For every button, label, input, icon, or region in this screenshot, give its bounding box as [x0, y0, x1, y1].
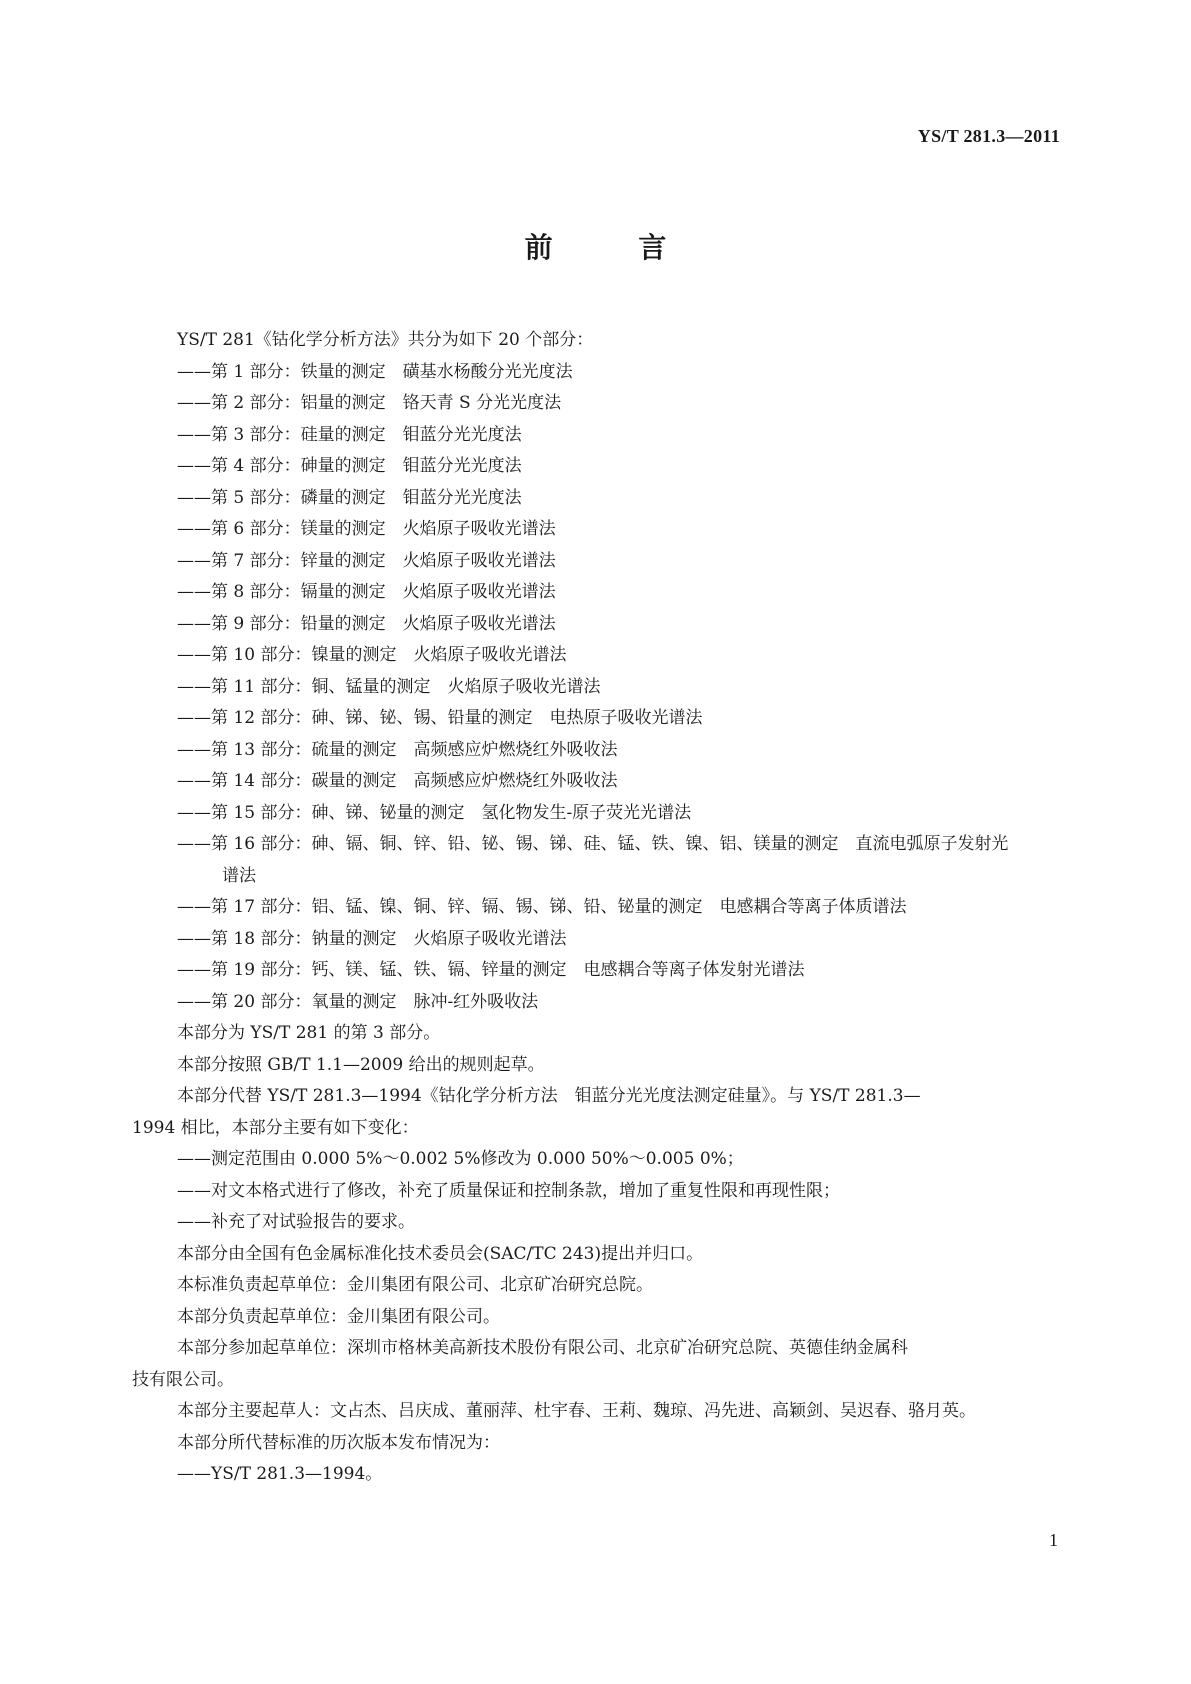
part-item-16-line1: ——第 16 部分：砷、镉、铜、锌、铅、铋、锡、锑、硅、锰、铁、镍、铝、镁量的测定 直流电弧原子发射光	[177, 834, 1009, 854]
part-item: ——第 4 部分：砷量的测定 钼蓝分光光度法	[177, 456, 522, 476]
participating-line2: 技有限公司。	[132, 1369, 234, 1390]
change-item: ——补充了对试验报告的要求。	[177, 1212, 415, 1232]
part-item: ——第 20 部分：氧量的测定 脉冲-红外吸收法	[177, 991, 539, 1012]
replace-paragraph-line1: 本部分代替 YS/T 281.3—1994《钴化学分析方法 钼蓝分光光度法测定硅量》。与 YS/T 281.3—	[177, 1086, 921, 1106]
intro-paragraph: YS/T 281《钴化学分析方法》共分为如下 20 个部分：	[177, 330, 594, 350]
part-item: ——第 1 部分：铁量的测定 磺基水杨酸分光光度法	[177, 361, 573, 382]
history-intro: 本部分所代替标准的历次版本发布情况为：	[177, 1432, 500, 1453]
part-item: ——第 2 部分：铝量的测定 铬天青 S 分光光度法	[177, 393, 562, 413]
standard-number: YS/T 281.3—2011	[917, 126, 1060, 146]
part-item: ——第 18 部分：钠量的测定 火焰原子吸收光谱法	[177, 928, 567, 949]
part-item: ——第 11 部分：铜、锰量的测定 火焰原子吸收光谱法	[177, 676, 601, 697]
part-item: ——第 17 部分：铝、锰、镍、铜、锌、镉、锡、锑、铅、铋量的测定 电感耦合等离子体质谱法	[177, 897, 907, 917]
part-drafting-unit: 本部分负责起草单位：金川集团有限公司。	[177, 1306, 500, 1327]
history-item: ——YS/T 281.3—1994。	[177, 1464, 383, 1484]
part-item: ——第 19 部分：钙、镁、锰、铁、镉、锌量的测定 电感耦合等离子体发射光谱法	[177, 960, 805, 980]
proposed-paragraph: 本部分由全国有色金属标准化技术委员会(SAC/TC 243)提出并归口。	[177, 1243, 704, 1264]
page-number: 1	[1049, 1530, 1058, 1550]
part-item: ——第 6 部分：镁量的测定 火焰原子吸收光谱法	[177, 519, 556, 539]
part-item: ——第 10 部分：镍量的测定 火焰原子吸收光谱法	[177, 645, 567, 665]
participating-line1: 本部分参加起草单位：深圳市格林美高新技术股份有限公司、北京矿冶研究总院、英德佳纳金属科	[177, 1338, 908, 1358]
change-item: ——对文本格式进行了修改，补充了质量保证和控制条款，增加了重复性限和再现性限；	[177, 1180, 840, 1201]
replace-paragraph-line2: 1994 相比，本部分主要有如下变化：	[132, 1117, 419, 1138]
part-item: ——第 9 部分：铅量的测定 火焰原子吸收光谱法	[177, 613, 556, 634]
part-item-16-line2: 谱法	[222, 865, 256, 886]
part-item: ——第 8 部分：镉量的测定 火焰原子吸收光谱法	[177, 582, 556, 602]
statement-rules: 本部分按照 GB/T 1.1—2009 给出的规则起草。	[177, 1054, 545, 1075]
part-item: ——第 7 部分：锌量的测定 火焰原子吸收光谱法	[177, 550, 556, 571]
part-item: ——第 12 部分：砷、锑、铋、锡、铅量的测定 电热原子吸收光谱法	[177, 708, 703, 728]
foreword-body	[132, 325, 1062, 1491]
statement-part: 本部分为 YS/T 281 的第 3 部分。	[177, 1023, 441, 1043]
part-item: ——第 15 部分：砷、锑、铋量的测定 氢化物发生-原子荧光光谱法	[177, 802, 692, 823]
part-item: ——第 14 部分：碳量的测定 高频感应炉燃烧红外吸收法	[177, 771, 618, 791]
std-drafting-unit: 本标准负责起草单位：金川集团有限公司、北京矿冶研究总院。	[177, 1275, 653, 1295]
change-item: ——测定范围由 0.000 5%～0.002 5%修改为 0.000 50%～0.005 0%；	[177, 1149, 744, 1169]
part-item: ——第 3 部分：硅量的测定 钼蓝分光光度法	[177, 424, 522, 445]
page-title: 前 言	[524, 231, 705, 264]
part-item: ——第 13 部分：硫量的测定 高频感应炉燃烧红外吸收法	[177, 739, 618, 760]
part-item: ——第 5 部分：磷量的测定 钼蓝分光光度法	[177, 487, 522, 508]
drafters-paragraph: 本部分主要起草人：文占杰、吕庆成、董丽萍、杜宇春、王莉、魏琼、冯先进、高颖剑、吴迟春、骆月英。	[177, 1401, 976, 1421]
